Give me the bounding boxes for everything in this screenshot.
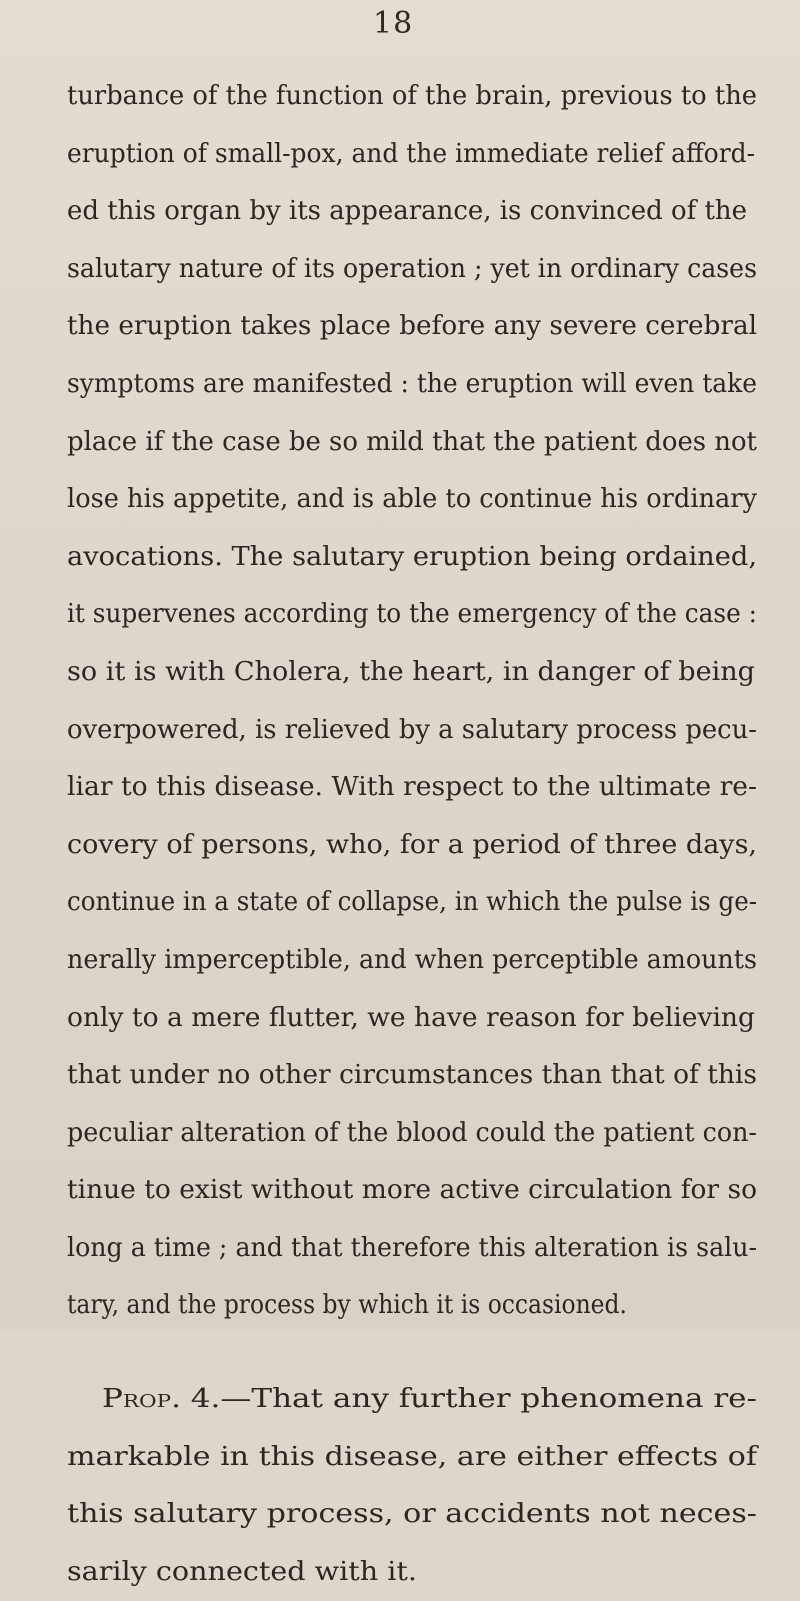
text-line [0,702,800,760]
line-text: sarily connected with it. [67,1556,417,1587]
line-text: symptoms are manifested : the eruption will even take [67,368,758,399]
text-line [0,1371,800,1429]
text-line [0,1047,800,1105]
text-line [0,1105,800,1163]
text-line [0,1277,800,1335]
line-text: only to a mere flutter, we have reason for believing [67,1002,755,1033]
line-text: long a time ; and that therefore this alteration is salu- [67,1232,757,1263]
text-line [0,1429,800,1487]
text-line [0,817,800,875]
text-line [0,241,800,299]
text-line [0,644,800,702]
line-text: so it is with Cholera, the heart, in danger of being [67,656,756,687]
line-text: liar to this disease. With respect to the ultimate re- [67,772,758,803]
paragraph-1 [0,68,800,1335]
text-line [0,356,800,414]
page-number: 18 [373,6,414,41]
line-text: that under no other circumstances than that of this [67,1060,757,1091]
line-text: this salutary process, or accidents not neces- [67,1499,757,1530]
paragraph-2 [0,1371,800,1601]
line-text: ed this organ by its appearance, is convinced of the [67,196,747,227]
line-text: place if the case be so mild that the patient does not [67,426,757,457]
line-text: salutary nature of its operation ; yet in ordinary cases [67,253,758,284]
line-text: markable in this disease, are either effects of [67,1441,758,1472]
text-line [0,126,800,184]
text-line [0,990,800,1048]
line-text: it supervenes according to the emergency of the case : [67,599,758,630]
proposition-label: Prop. [102,1384,181,1415]
proposition-line [102,1371,757,1429]
line-text: covery of persons, who, for a period of three days, [67,829,758,860]
line-text: the eruption takes place before any severe cerebral [67,311,758,342]
text-line [0,471,800,529]
body-text [0,68,800,1601]
line-text: tary, and the process by which it is occasioned. [67,1290,627,1321]
text-line [0,1162,800,1220]
text-line [0,1544,800,1601]
line-text: avocations. The salutary eruption being ordained, [67,541,757,572]
paragraph-gap [0,1335,800,1371]
text-line [0,1486,800,1544]
text-line [0,874,800,932]
text-line [0,932,800,990]
line-text: nerally imperceptible, and when perceptible amounts [67,944,757,975]
text-line [0,414,800,472]
text-line [0,586,800,644]
line-text: eruption of small-pox, and the immediate relief afford- [67,138,756,169]
text-line [0,1220,800,1278]
text-line [0,298,800,356]
line-text: turbance of the function of the brain, previous to the [67,81,758,111]
line-text: lose his appetite, and is able to continue his ordinary [67,484,758,515]
text-line [0,68,800,126]
text-line [0,759,800,817]
text-line [0,183,800,241]
line-text: peculiar alteration of the blood could the patient con- [67,1117,758,1148]
line-text: 4.—That any further phenomena re- [190,1384,757,1415]
text-line [0,529,800,587]
line-text: overpowered, is relieved by a salutary process pecu- [67,714,758,745]
line-text: continue in a state of collapse, in which the pulse is ge- [67,887,758,918]
line-text: tinue to exist without more active circulation for so [67,1175,758,1206]
